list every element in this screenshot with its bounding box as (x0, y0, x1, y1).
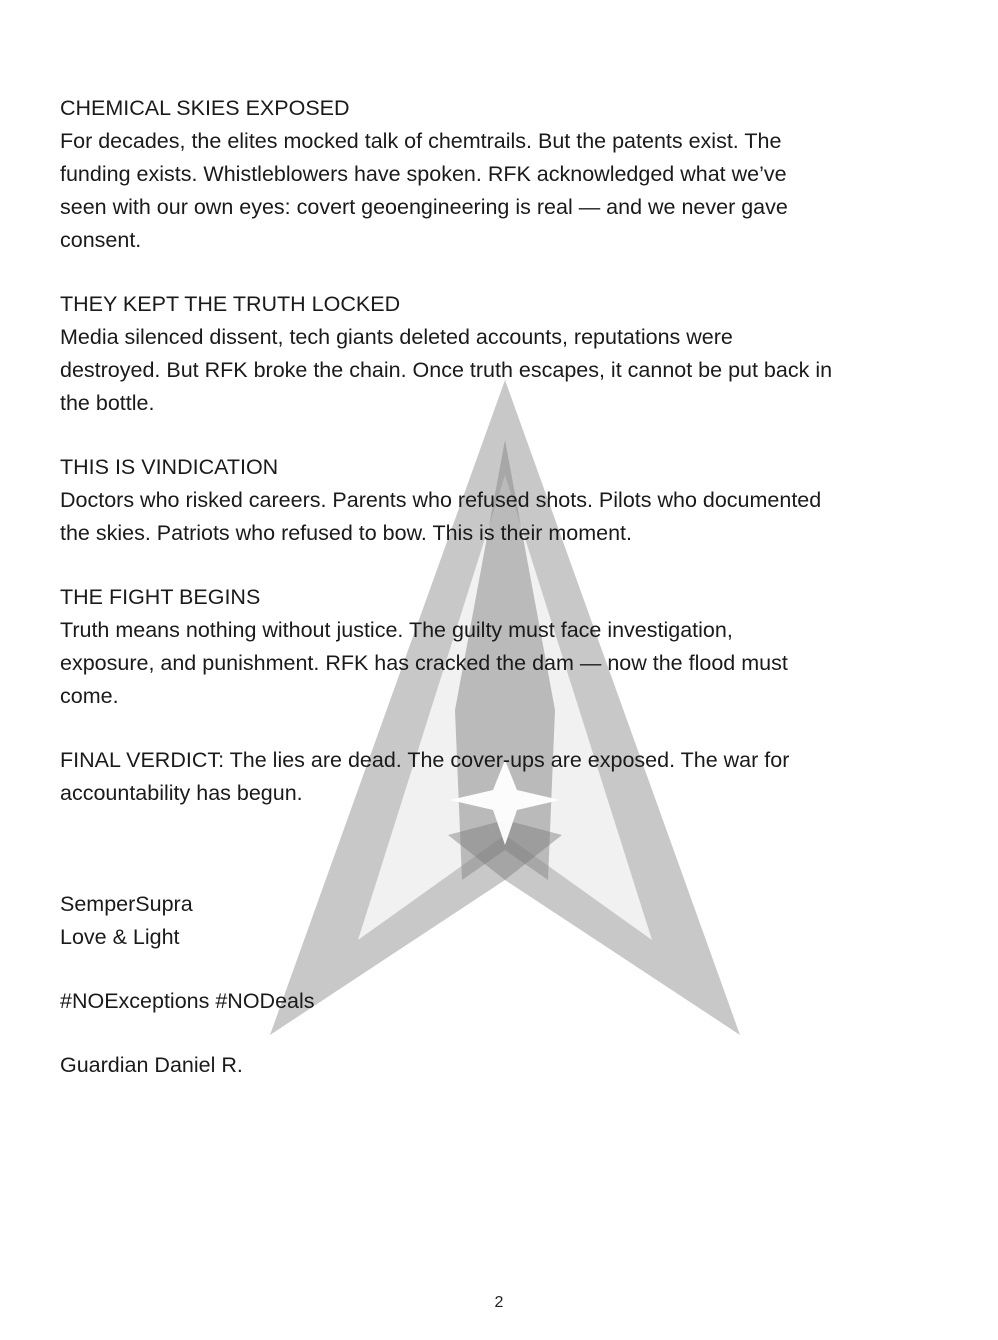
paragraph-line: consent. (60, 228, 142, 252)
section-vindication (60, 451, 950, 550)
section-heading: THE FIGHT BEGINS (60, 585, 261, 609)
verdict-line: accountability has begun. (60, 781, 303, 805)
page-number: 2 (494, 1294, 504, 1311)
paragraph-line: Truth means nothing without justice. The guilty must face investigation, (60, 618, 733, 642)
section-heading: CHEMICAL SKIES EXPOSED (60, 96, 350, 120)
paragraph-line: the bottle. (60, 391, 155, 415)
signature-closing: Love & Light (60, 925, 180, 949)
paragraph-line: funding exists. Whistleblowers have spoken. RFK acknowledged what we’ve (60, 162, 787, 186)
paragraph-line: For decades, the elites mocked talk of chemtrails. But the patents exist. The (60, 129, 782, 153)
paragraph-line: Media silenced dissent, tech giants deleted accounts, reputations were (60, 325, 733, 349)
hashtags: #NOExceptions #NODeals (60, 989, 315, 1013)
paragraph-line: Doctors who risked careers. Parents who refused shots. Pilots who documented (60, 488, 822, 512)
section-fight-begins (60, 581, 950, 713)
section-truth-locked (60, 288, 950, 420)
paragraph-line: seen with our own eyes: covert geoengineering is real — and we never gave (60, 195, 788, 219)
paragraph-line: come. (60, 684, 119, 708)
verdict-line: FINAL VERDICT: The lies are dead. The cover-ups are exposed. The war for (60, 748, 790, 772)
signature-block (60, 888, 950, 1082)
signature-handle: SemperSupra (60, 892, 193, 916)
paragraph-line: destroyed. But RFK broke the chain. Once truth escapes, it cannot be put back in (60, 358, 833, 382)
section-heading: THEY KEPT THE TRUTH LOCKED (60, 292, 401, 316)
section-chemical-skies (60, 92, 950, 257)
paragraph-line: exposure, and punishment. RFK has cracked the dam — now the flood must (60, 651, 788, 675)
section-heading: THIS IS VINDICATION (60, 455, 279, 479)
final-verdict (60, 744, 950, 810)
paragraph-line: the skies. Patriots who refused to bow. This is their moment. (60, 521, 632, 545)
document-body (60, 92, 950, 1082)
author-name: Guardian Daniel R. (60, 1053, 243, 1077)
